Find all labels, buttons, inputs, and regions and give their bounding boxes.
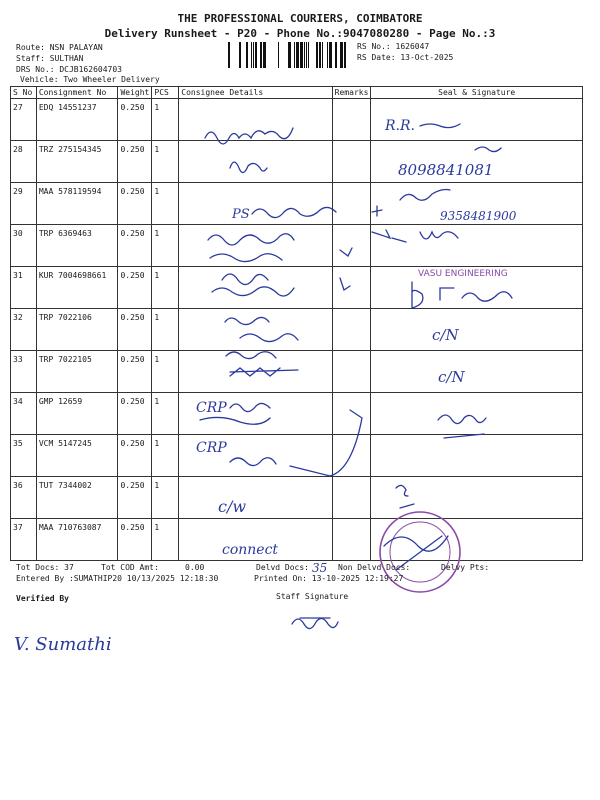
cell-consignment-no: TRP 7022105 [36,351,118,393]
total-cod-value: 0.00 [185,563,205,572]
cell-consignment-no: MAA 578119594 [36,183,118,225]
cell-pcs: 1 [152,99,179,141]
cell-pcs: 1 [152,519,179,561]
cell-pcs: 1 [152,183,179,225]
cell-pcs: 1 [152,141,179,183]
rs-date: RS Date: 13-Oct-2025 [357,53,454,62]
cell-pcs: 1 [152,393,179,435]
cell-weight: 0.250 [118,183,152,225]
cell-sno: 30 [11,225,37,267]
non-delvd-docs-label: Non Delvd Docs: [338,563,411,572]
verifier-signature: V. Sumathi [14,634,112,655]
company-title: THE PROFESSIONAL COURIERS, COIMBATORE [177,12,423,25]
cell-sno: 37 [11,519,37,561]
cell-weight: 0.250 [118,519,152,561]
runsheet-subtitle: Delivery Runsheet - P20 - Phone No.:9047080280 - Page No.:3 [104,27,496,40]
cw-36: c/w [218,497,247,516]
cell-consignment-no: TRZ 275154345 [36,141,118,183]
vehicle-field: Vehicle: Two Wheeler Delivery [20,75,160,84]
staff-field: Staff: SULTHAN [16,54,84,63]
crp-34: CRP [196,400,227,416]
printed-on: Printed On: 13-10-2025 12:19:27 [254,574,404,583]
rs-number: RS No.: 1626047 [357,42,430,51]
cell-sno: 27 [11,99,37,141]
cell-sno: 33 [11,351,37,393]
col-pcs: PCS [152,87,179,99]
phone-28: 8098841081 [398,161,494,179]
cell-pcs: 1 [152,351,179,393]
cell-weight: 0.250 [118,99,152,141]
cell-weight: 0.250 [118,309,152,351]
route-field: Route: NSN PALAYAN [16,43,103,52]
sign-27: R.R. [385,118,415,134]
cell-sno: 28 [11,141,37,183]
total-docs: Tot Docs: 37 [16,563,74,572]
entered-by: Entered By :SUMATHIP20 10/13/2025 12:18:30 [16,574,219,583]
cell-pcs: 1 [152,309,179,351]
cell-pcs: 1 [152,477,179,519]
cell-pcs: 1 [152,225,179,267]
drs-field: DRS No.: DCJB162604703 [16,65,122,74]
cell-consignment-no: VCM 5147245 [36,435,118,477]
cw-32: c/N [432,326,459,344]
ps-29: PS [232,207,250,222]
cell-consignment-no: TRP 6369463 [36,225,118,267]
cell-consignment-no: GMP 12659 [36,393,118,435]
cell-consignment-no: TRP 7022106 [36,309,118,351]
cell-consignment-no: EDQ 14551237 [36,99,118,141]
cell-weight: 0.250 [118,225,152,267]
stamp-31: VASU ENGINEERING [418,269,508,279]
cell-sno: 32 [11,309,37,351]
cell-weight: 0.250 [118,141,152,183]
cell-pcs: 1 [152,435,179,477]
cell-sno: 34 [11,393,37,435]
crp-35: CRP [196,440,227,456]
col-weight: Weight [118,87,152,99]
cell-sno: 36 [11,477,37,519]
total-cod-label: Tot COD Amt: [101,563,159,572]
col-sno: S No [11,87,37,99]
connect-37: connect [222,542,279,558]
col-signature: Seal & Signature [371,87,583,99]
cw-33: c/N [438,368,465,386]
verified-by-label: Verified By [16,594,69,603]
cell-sno: 29 [11,183,37,225]
cell-sno: 35 [11,435,37,477]
staff-signature-label: Staff Signature [276,592,349,601]
delivery-points-label: Delvy Pts: [441,563,490,572]
delvd-docs-value: 35 [312,561,328,575]
cell-consignment-no: TUT 7344002 [36,477,118,519]
cell-weight: 0.250 [118,435,152,477]
cell-consignment-no: KUR 7004698661 [36,267,118,309]
cell-weight: 0.250 [118,267,152,309]
cell-sno: 31 [11,267,37,309]
phone-29: 9358481900 [440,209,517,223]
cell-pcs: 1 [152,267,179,309]
cell-weight: 0.250 [118,351,152,393]
col-remarks: Remarks [332,87,371,99]
delvd-docs-label: Delvd Docs: [256,563,309,572]
cell-weight: 0.250 [118,393,152,435]
cell-weight: 0.250 [118,477,152,519]
col-consignment: Consignment No [36,87,118,99]
col-consignee: Consignee Details [179,87,332,99]
cell-consignment-no: MAA 710763087 [36,519,118,561]
